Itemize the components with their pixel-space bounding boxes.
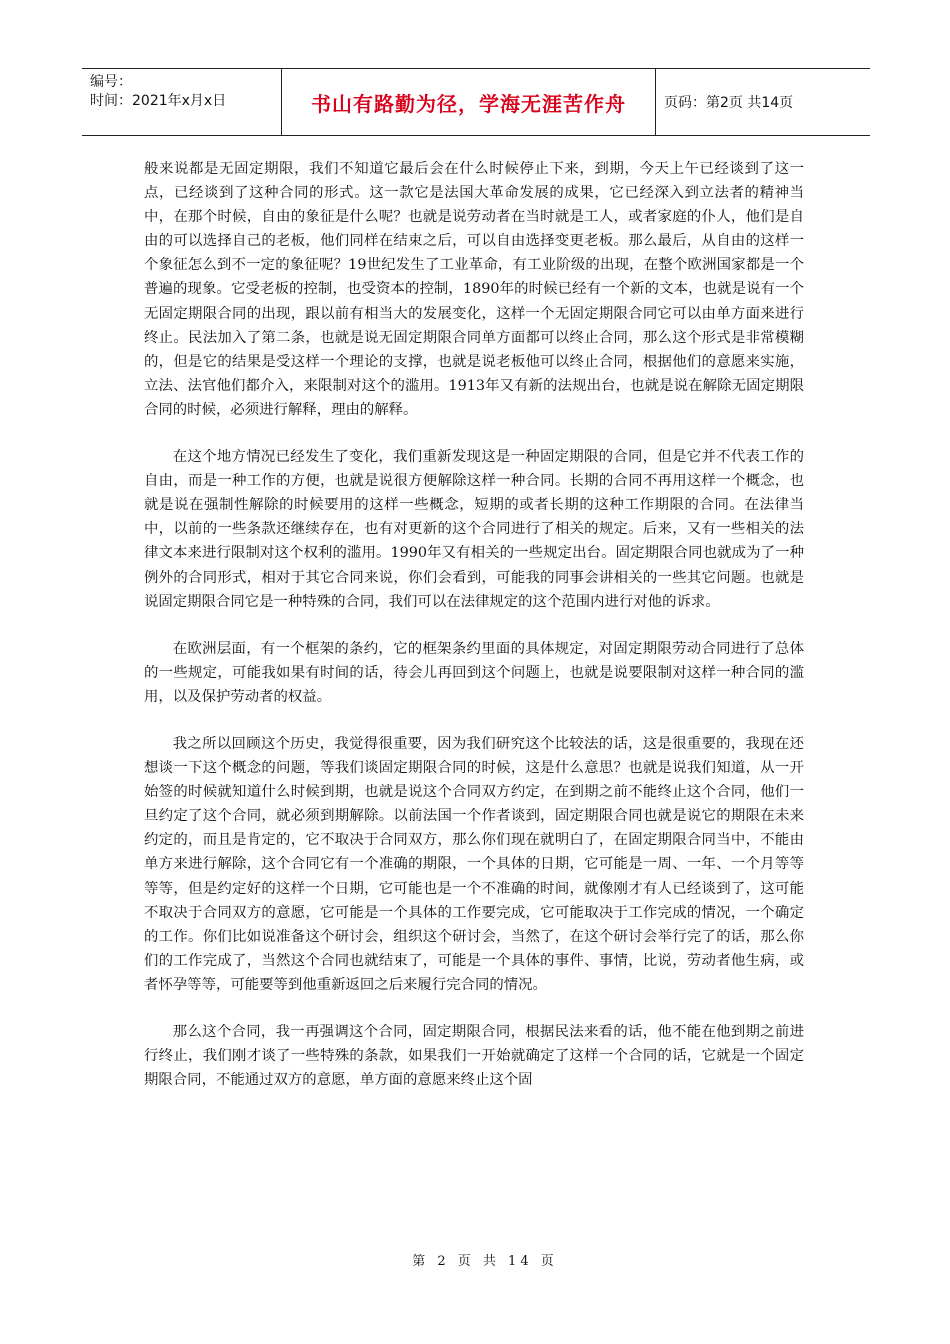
body-paragraph: 我之所以回顾这个历史，我觉得很重要，因为我们研究这个比较法的话，这是很重要的，我现在还想谈一下这个概念的问题，等我们谈固定期限合同的时候，这是什么意思？也就是说我们知道，从一开始签的时候就知道什么时候到期，也就是说这个合同双方约定，在到期之前不能终止这个合同，他们一旦约定了这个合同，就必须到期解除。以前法国一个作者谈到，固定期限合同也就是说它的期限在未来约定的，而且是肯定的，它不取决于合同双方，那么你们现在就明白了，在固定期限合同当中，不能由单方来进行解除，这个合同它有一个准确的期限，一个具体的日期，它可能是一周、一年、一个月等等等等，但是约定好的这样一个日期，它可能也是一个不准确的时间，就像刚才有人已经谈到了，这可能不取决于合同双方的意愿，它可能是一个具体的工作要完成，它可能取决于工作完成的情况，一个确定的工作。你们比如说准备这个研讨会，组织这个研讨会，当然了，在这个研讨会举行完了的话，那么你们的工作完成了，当然这个合同也就结束了，可能是一个具体的事件、事情，比说，劳动者他生病，或者怀孕等等，可能要等到他重新返回之后来履行完合同的情况。: [144, 735, 804, 993]
body-paragraph: 在欧洲层面，有一个框架的条约，它的框架条约里面的具体规定，对固定期限劳动合同进行了总体的一些规定，可能我如果有时间的话，待会儿再回到这个问题上，也就是说要限制对这样一种合同的滥用，以及保护劳动者的权益。: [144, 640, 804, 705]
body-paragraph: 在这个地方情况已经发生了变化，我们重新发现这是一种固定期限的合同，但是它并不代表工作的自由，而是一种工作的方便，也就是说很方便解除这样一种合同。长期的合同不再用这样一个概念，也就是说在强制性解除的时候要用的这样一些概念，短期的或者长期的这种工作期限的合同。在法律当中，以前的一些条款还继续存在，也有对更新的这个合同进行了相关的规定。后来，又有一些相关的法律文本来进行限制对这个权利的滥用。1990年又有相关的一些规定出台。固定期限合同也就成为了一种例外的合同形式，相对于其它合同来说，你们会看到，可能我的同事会讲相关的一些其它问题。也就是说固定期限合同它是一种特殊的合同，我们可以在法律规定的这个范围内进行对他的诉求。: [144, 449, 804, 610]
document-body: [144, 157, 804, 1092]
header-meta-cell: [82, 69, 282, 135]
document-date-label: 时间：2021年x月x日: [90, 93, 227, 109]
document-number-label: 编号：: [90, 74, 132, 90]
page-header: [82, 68, 870, 136]
page-footer: 第 2 页 共 14 页: [412, 1254, 558, 1269]
body-paragraph: 那么这个合同，我一再强调这个合同，固定期限合同，根据民法来看的话，他不能在他到期之前进行终止，我们刚才谈了一些特殊的条款，如果我们一开始就确定了这样一个合同的话，它就是一个固定期限合同，不能通过双方的意愿，单方面的意愿来终止这个固: [144, 1024, 804, 1089]
header-motto: 书山有路勤为径，学海无涯苦作舟: [282, 69, 656, 135]
header-page-number: 页码：第2页 共14页: [664, 95, 794, 111]
body-paragraph: 般来说都是无固定期限，我们不知道它最后会在什么时候停止下来，到期，今天上午已经谈到了这一点，已经谈到了这种合同的形式。这一款它是法国大革命发展的成果，它已经深入到立法者的精神当中，在那个时候，自由的象征是什么呢？也就是说劳动者在当时就是工人，或者家庭的仆人，他们是自由的可以选择自己的老板，他们同样在结束之后，可以自由选择变更老板。那么最后，从自由的这样一个象征怎么到不一定的象征呢？19世纪发生了工业革命，有工业阶级的出现，在整个欧洲国家都是一个普遍的现象。它受老板的控制，也受资本的控制，1890年的时候已经有一个新的文本，也就是说有一个无固定期限合同的出现，跟以前有相当大的发展变化，这样一个无固定期限合同它可以由单方面来进行终止。民法加入了第二条，也就是说无固定期限合同单方面都可以终止合同，那么这个形式是非常模糊的，但是它的结果是受这样一个理论的支撑，也就是说老板他可以终止合同，根据他们的意愿来实施，立法、法官他们都介入，来限制对这个的滥用。1913年又有新的法规出台，也就是说在解除无固定期限合同的时候，必须进行解释，理由的解释。: [144, 161, 804, 418]
